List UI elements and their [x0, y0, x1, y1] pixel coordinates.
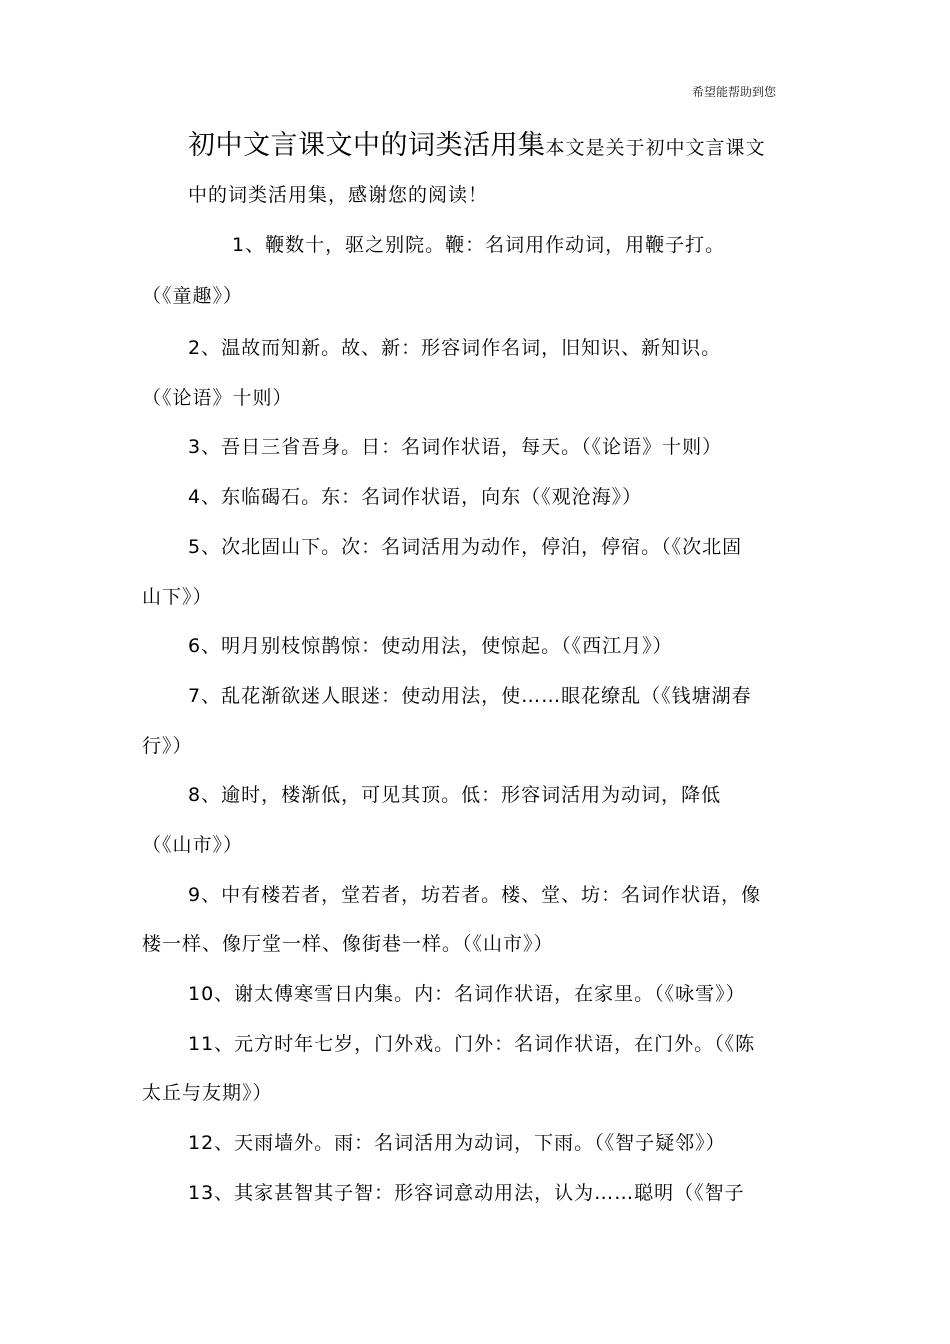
text-line: 9、中有楼若者，堂若者，坊若者。楼、堂、坊：名词作状语，像 [188, 884, 762, 906]
text-line: 12、天雨墙外。雨：名词活用为动词，下雨。（《智子疑邻》） [188, 1132, 726, 1154]
text-line: 中的词类活用集，感谢您的阅读！ [188, 184, 489, 206]
text-line: 3、吾日三省吾身。日：名词作状语，每天。（《论语》十则） [188, 436, 723, 458]
header-note: 希望能帮助到您 [692, 85, 777, 99]
text-line: 8、逾时，楼渐低，可见其顶。低：形容词活用为动词，降低 [188, 784, 722, 806]
text-line: 10、谢太傅寒雪日内集。内：名词作状语，在家里。（《咏雪》） [188, 983, 746, 1005]
text-line: 楼一样、像厅堂一样、像街巷一样。（《山市》） [142, 933, 554, 955]
document-title: 初中文言课文中的词类活用集 [188, 130, 546, 161]
text-line: 5、次北固山下。次：名词活用为动作，停泊，停宿。（《次北固 [188, 536, 743, 558]
text-line: 6、明月别枝惊鹊惊：使动用法，使惊起。（《西江月》） [188, 635, 673, 657]
text-line: 13、其家甚智其子智：形容词意动用法，认为……聪明（《智子 [188, 1182, 745, 1204]
text-line: （《童趣》） [142, 285, 244, 307]
text-line: （《山市》） [142, 834, 244, 856]
text-line: 山下》） [142, 586, 213, 608]
text-line: 1、鞭数十，驱之别院。鞭：名词用作动词，用鞭子打。 [232, 234, 726, 256]
text-line: （《论语》十则） [142, 387, 293, 409]
text-line: 2、温故而知新。故、新：形容词作名词，旧知识、新知识。 [188, 337, 722, 359]
text-line: 行》） [142, 735, 193, 757]
text-line: 4、东临碣石。东：名词作状语，向东（《观沧海》） [188, 486, 643, 508]
text-line: 太丘与友期》） [142, 1082, 273, 1104]
title-intro: 本文是关于初中文言课文 [545, 137, 766, 159]
text-line: 7、乱花渐欲迷人眼迷：使动用法，使……眼花缭乱（《钱塘湖春 [188, 685, 752, 707]
text-line: 11、元方时年七岁，门外戏。门外：名词作状语，在门外。（《陈 [188, 1033, 756, 1055]
title-line [188, 123, 766, 162]
